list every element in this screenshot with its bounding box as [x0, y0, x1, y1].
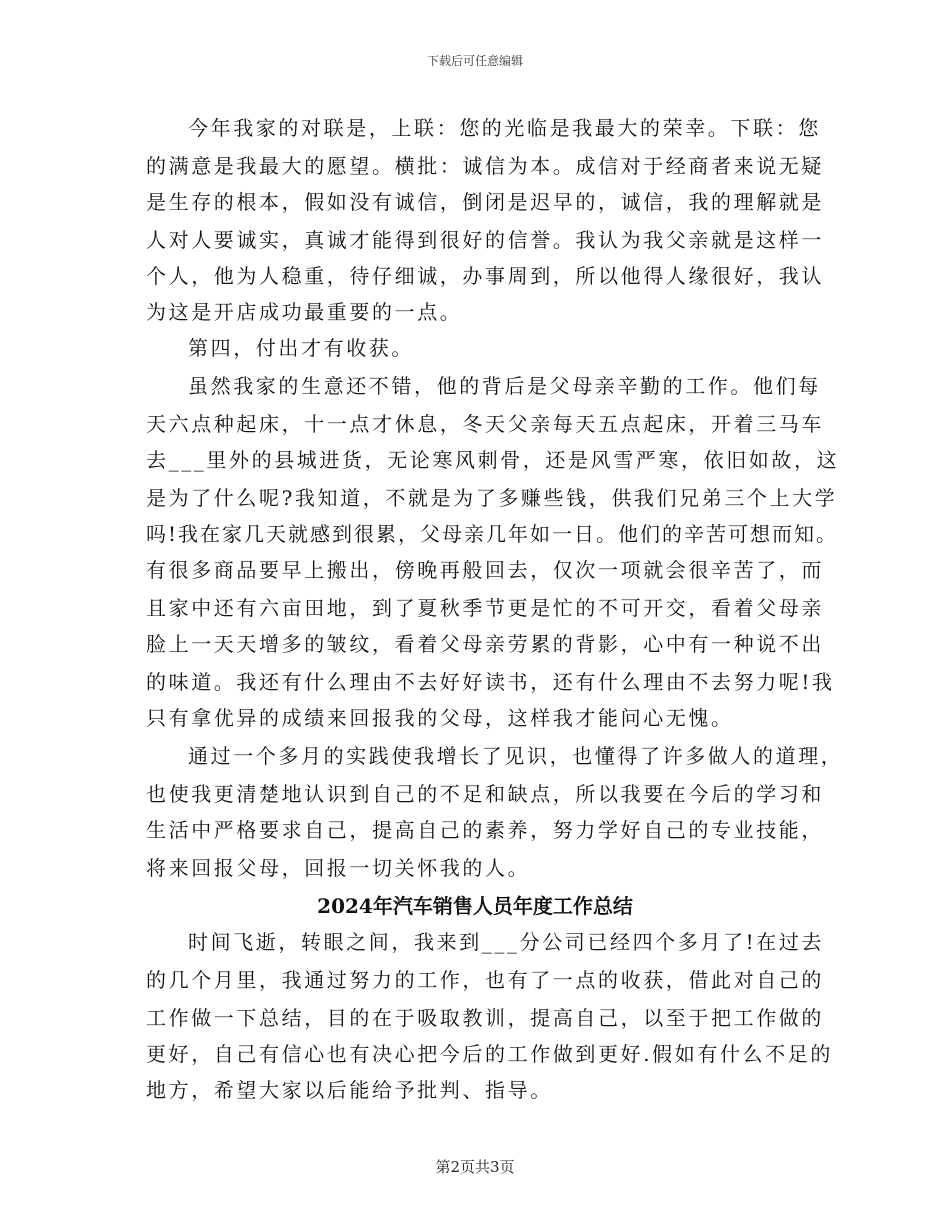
paragraph-line: 地方，希望大家以后能给予批判、指导。	[146, 1078, 553, 1102]
paragraph-line: 今年我家的对联是，上联：您的光临是我最大的荣幸。下联：您	[188, 116, 821, 140]
paragraph-line: 脸上一天天增多的皱纹，看着父母亲劳累的背影，心中有一种说不出	[146, 632, 824, 656]
paragraph-line: 也使我更清楚地认识到自己的不足和缺点，所以我要在今后的学习和	[146, 782, 824, 806]
paragraph-line: 更好，自己有信心也有决心把今后的工作做到更好.假如有什么不足的	[146, 1042, 833, 1066]
paragraph-line: 只有拿优异的成绩来回报我的父母，这样我才能问心无愧。	[146, 706, 734, 730]
paragraph-line: 是为了什么呢?我知道，不就是为了多赚些钱，供我们兄弟三个上大学	[146, 486, 838, 510]
paragraph-line: 吗!我在家几天就感到很累，父母亲几年如一日。他们的辛苦可想而知。	[146, 522, 839, 546]
paragraph-line: 通过一个多月的实践使我增长了见识，也懂得了许多做人的道理，	[188, 744, 844, 768]
paragraph-line: 有很多商品要早上搬出，傍晚再般回去，仅次一项就会很辛苦了，而	[146, 558, 824, 582]
paragraph-line: 个人，他为人稳重，待仔细诚，办事周到，所以他得人缘很好，我认	[146, 264, 824, 288]
paragraph-line: 的满意是我最大的愿望。横批：诚信为本。成信对于经商者来说无疑	[146, 154, 824, 178]
page-footer: 第2页共3页	[435, 1158, 515, 1176]
paragraph-line: 为这是开店成功最重要的一点。	[146, 300, 463, 324]
paragraph-line: 去___里外的县城进货，无论寒风刺骨，还是风雪严寒，依旧如故，这	[146, 448, 840, 472]
section-title: 2024年汽车销售人员年度工作总结	[317, 894, 633, 918]
paragraph-line: 的味道。我还有什么理由不去好好读书，还有什么理由不去努力呢!我	[146, 670, 835, 694]
paragraph-line: 时间飞逝，转眼之间，我来到___分公司已经四个多月了!在过去	[188, 930, 825, 954]
paragraph-line: 生活中严格要求自己，提高自己的素养，努力学好自己的专业技能，	[146, 818, 824, 842]
paragraph-line: 工作做一下总结，目的在于吸取教训，提高自己，以至于把工作做的	[146, 1006, 824, 1030]
paragraph-line: 将来回报父母，回报一切关怀我的人。	[146, 856, 531, 880]
paragraph-line: 第四，付出才有收获。	[188, 336, 414, 360]
paragraph-line: 的几个月里，我通过努力的工作，也有了一点的收获，借此对自己的	[146, 968, 824, 992]
page-header: 下载后可任意编辑	[426, 54, 523, 68]
paragraph-line: 人对人要诚实，真诚才能得到很好的信誉。我认为我父亲就是这样一	[146, 228, 824, 252]
paragraph-line: 且家中还有六亩田地，到了夏秋季节更是忙的不可开交，看着父母亲	[146, 596, 824, 620]
paragraph-line: 虽然我家的生意还不错，他的背后是父母亲辛勤的工作。他们每	[188, 374, 821, 398]
paragraph-line: 天六点种起床，十一点才休息，冬天父亲每天五点起床，开着三马车	[146, 412, 824, 436]
paragraph-line: 是生存的根本，假如没有诚信，倒闭是迟早的，诚信，我的理解就是	[146, 190, 824, 214]
